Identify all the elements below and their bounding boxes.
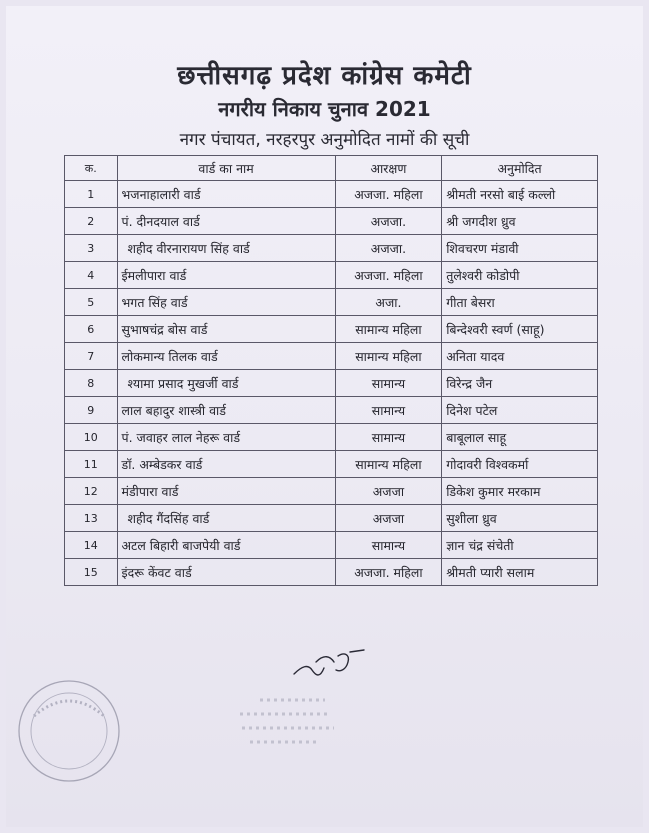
table-row	[65, 370, 598, 397]
reservation: सामान्य	[335, 532, 442, 559]
approved-name: बिन्देश्वरी स्वर्ण (साहू)	[442, 316, 598, 343]
table-row	[65, 181, 598, 208]
ward-name: डॉ. अम्बेडकर वार्ड	[117, 451, 335, 478]
table-row	[65, 424, 598, 451]
reservation: अजजा.	[335, 235, 442, 262]
approved-name: तुलेश्वरी कोडोपी	[442, 262, 598, 289]
col-header-ward: वार्ड का नाम	[117, 156, 335, 181]
election-title: नगरीय निकाय चुनाव 2021	[218, 97, 431, 121]
row-number: 3	[65, 235, 118, 262]
ward-name: लाल बहादुर शास्त्री वार्ड	[117, 397, 335, 424]
table-row	[65, 451, 598, 478]
faint-stamp	[230, 690, 350, 760]
reservation: सामान्य महिला	[335, 316, 442, 343]
table-row	[65, 208, 598, 235]
approved-name: सुशीला ध्रुव	[442, 505, 598, 532]
ward-name: भगत सिंह वार्ड	[117, 289, 335, 316]
table-header-row	[65, 156, 598, 181]
reservation: अजा.	[335, 289, 442, 316]
ward-name: शहीद गैंदसिंह वार्ड	[117, 505, 335, 532]
table-row	[65, 397, 598, 424]
row-number: 8	[65, 370, 118, 397]
org-title: छत्तीसगढ़ प्रदेश कांग्रेस कमेटी	[177, 61, 472, 91]
reservation: सामान्य	[335, 370, 442, 397]
ward-name: इंदरू केंवट वार्ड	[117, 559, 335, 586]
reservation: अजजा.	[335, 208, 442, 235]
reservation: अजजा	[335, 505, 442, 532]
col-header-reservation: आरक्षण	[335, 156, 442, 181]
table-row	[65, 343, 598, 370]
ward-name: अटल बिहारी बाजपेयी वार्ड	[117, 532, 335, 559]
row-number: 13	[65, 505, 118, 532]
table-row	[65, 235, 598, 262]
row-number: 15	[65, 559, 118, 586]
reservation: सामान्य महिला	[335, 343, 442, 370]
reservation: अजजा. महिला	[335, 559, 442, 586]
col-header-approved: अनुमोदित	[442, 156, 598, 181]
reservation: सामान्य	[335, 397, 442, 424]
table-row	[65, 289, 598, 316]
row-number: 6	[65, 316, 118, 343]
reservation: अजजा. महिला	[335, 262, 442, 289]
row-number: 14	[65, 532, 118, 559]
approved-name: श्री जगदीश ध्रुव	[442, 208, 598, 235]
approved-name: बाबूलाल साहू	[442, 424, 598, 451]
ward-name: ईमलीपारा वार्ड	[117, 262, 335, 289]
approved-name: ज्ञान चंद्र संचेती	[442, 532, 598, 559]
ward-name: लोकमान्य तिलक वार्ड	[117, 343, 335, 370]
ward-name: पं. जवाहर लाल नेहरू वार्ड	[117, 424, 335, 451]
approved-name: डिकेश कुमार मरकाम	[442, 478, 598, 505]
row-number: 1	[65, 181, 118, 208]
approved-name: दिनेश पटेल	[442, 397, 598, 424]
table-row	[65, 478, 598, 505]
table-row	[65, 532, 598, 559]
approved-name: गीता बेसरा	[442, 289, 598, 316]
row-number: 4	[65, 262, 118, 289]
row-number: 12	[65, 478, 118, 505]
row-number: 5	[65, 289, 118, 316]
signature	[290, 644, 370, 684]
ward-name: श्यामा प्रसाद मुखर्जी वार्ड	[117, 370, 335, 397]
approved-name: गोदावरी विश्वकर्मा	[442, 451, 598, 478]
approved-name: अनिता यादव	[442, 343, 598, 370]
row-number: 11	[65, 451, 118, 478]
ward-name: पं. दीनदयाल वार्ड	[117, 208, 335, 235]
seal-stamp	[14, 676, 124, 786]
approved-name: शिवचरण मंडावी	[442, 235, 598, 262]
candidate-table	[64, 155, 598, 586]
reservation: अजजा. महिला	[335, 181, 442, 208]
approved-name: श्रीमती नरसो बाई कल्लो	[442, 181, 598, 208]
ward-name: सुभाषचंद्र बोस वार्ड	[117, 316, 335, 343]
table-row	[65, 505, 598, 532]
reservation: सामान्य	[335, 424, 442, 451]
table-row	[65, 262, 598, 289]
table-row	[65, 316, 598, 343]
row-number: 2	[65, 208, 118, 235]
approved-name: श्रीमती प्यारी सलाम	[442, 559, 598, 586]
ward-name: मंडीपारा वार्ड	[117, 478, 335, 505]
ward-name: भजनाहालारी वार्ड	[117, 181, 335, 208]
row-number: 7	[65, 343, 118, 370]
reservation: सामान्य महिला	[335, 451, 442, 478]
approved-name: विरेन्द्र जैन	[442, 370, 598, 397]
ward-name: शहीद वीरनारायण सिंह वार्ड	[117, 235, 335, 262]
row-number: 9	[65, 397, 118, 424]
row-number: 10	[65, 424, 118, 451]
table-row	[65, 559, 598, 586]
list-subtitle: नगर पंचायत, नरहरपुर अनुमोदित नामों की सूची	[179, 130, 470, 150]
col-header-number: क.	[65, 156, 118, 181]
reservation: अजजा	[335, 478, 442, 505]
